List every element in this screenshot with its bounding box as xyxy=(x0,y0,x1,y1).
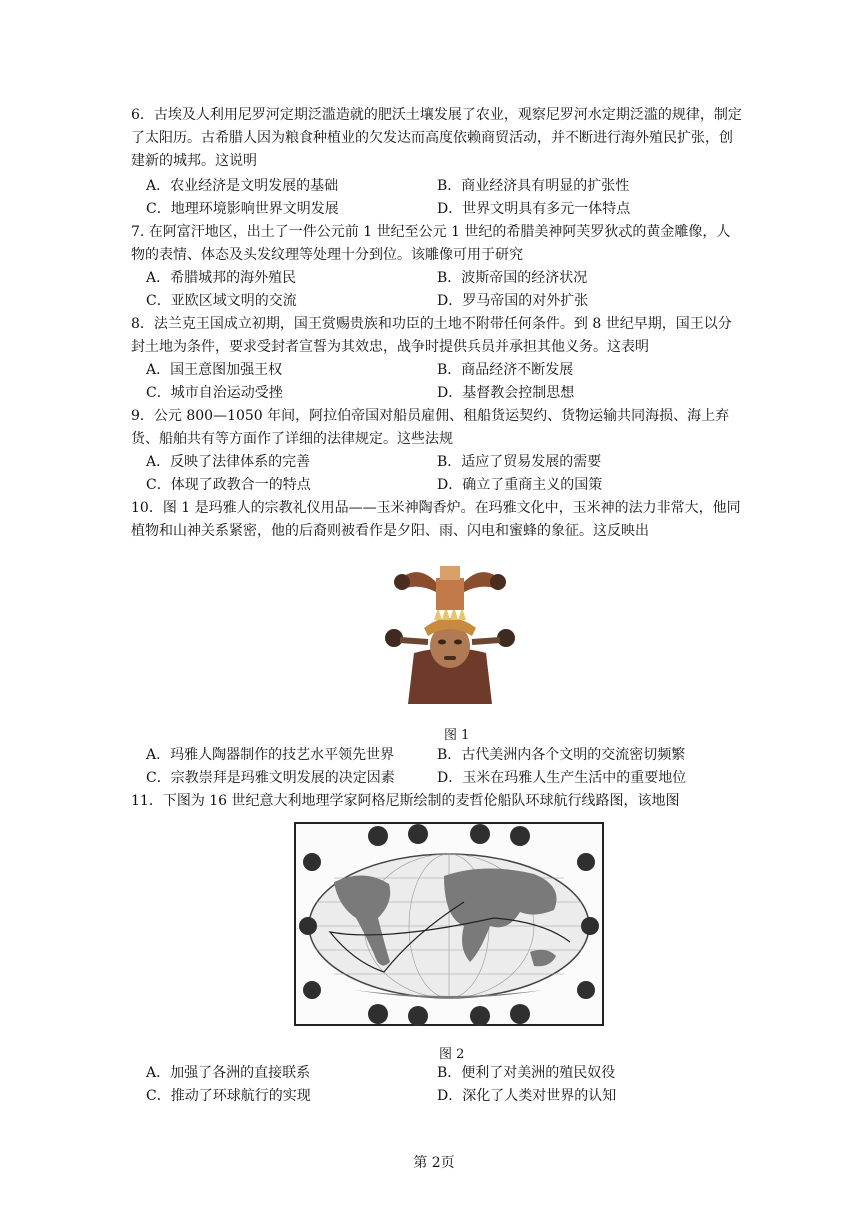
q8-option-d[interactable]: D．基督教会控制思想 xyxy=(437,385,575,401)
q9-option-b[interactable]: B．适应了贸易发展的需要 xyxy=(437,454,602,470)
q10-option-c[interactable]: C．宗教崇拜是玛雅文明发展的决定因素 xyxy=(146,770,395,786)
q9-option-c[interactable]: C．体现了政教合一的特点 xyxy=(146,477,311,493)
question-6-stem: 6．古埃及人利用尼罗河定期泛滥造就的肥沃土壤发展了农业，观察尼罗河水定期泛滥的规律，制定了太阳历。古希腊人因为粮食种植业的欠发达而高度依赖商贸活动，并不断进行海外殖民扩张，创建新的城邦。这说明 xyxy=(131,107,742,169)
question-8-stem: 8．法兰克王国成立初期，国王赏赐贵族和功臣的土地不附带任何条件。到 8 世纪早期，国王以分封土地为条件，要求受封者宣誓为其效忠，战争时提供兵员并承担其他义务。这表明 xyxy=(131,316,732,355)
q6-option-d[interactable]: D．世界文明具有多元一体特点 xyxy=(437,201,631,217)
figure-2-caption: 图 2 xyxy=(439,1047,465,1062)
q6-option-a[interactable]: A．农业经济是文明发展的基础 xyxy=(146,178,339,194)
q11-option-d[interactable]: D．深化了人类对世界的认知 xyxy=(437,1088,617,1104)
q8-option-a[interactable]: A．国王意图加强王权 xyxy=(146,362,283,378)
q10-option-d[interactable]: D．玉米在玛雅人生产生活中的重要地位 xyxy=(437,770,687,786)
q10-option-b[interactable]: B．古代美洲内各个文明的交流密切频繁 xyxy=(437,747,686,763)
page-number: 第 2页 xyxy=(413,1155,455,1171)
q11-option-c[interactable]: C．推动了环球航行的实现 xyxy=(146,1088,311,1104)
question-10-stem: 10．图 1 是玛雅人的宗教礼仪用品——玉米神陶香炉。在玛雅文化中，玉米神的法力非常大，他同植物和山神关系紧密，他的后裔则被看作是夕阳、雨、闪电和蜜蜂的象征。这反映出 xyxy=(131,500,741,539)
q7-option-d[interactable]: D．罗马帝国的对外扩张 xyxy=(437,293,589,309)
q11-option-b[interactable]: B．便利了对美洲的殖民奴役 xyxy=(437,1065,616,1081)
q10-option-a[interactable]: A．玛雅人陶器制作的技艺水平领先世界 xyxy=(146,747,395,763)
q6-option-c[interactable]: C．地理环境影响世界文明发展 xyxy=(146,201,339,217)
q8-option-c[interactable]: C．城市自治运动受挫 xyxy=(146,385,283,401)
q11-option-a[interactable]: A．加强了各洲的直接联系 xyxy=(146,1065,311,1081)
maize-god-incense-burner-image xyxy=(380,558,520,708)
question-11-stem: 11．下图为 16 世纪意大利地理学家阿格尼斯绘制的麦哲伦船队环球航行线路图，该地图 xyxy=(131,793,680,809)
magellan-route-map-image xyxy=(294,822,604,1026)
q9-option-d[interactable]: D．确立了重商主义的国策 xyxy=(437,477,603,493)
q7-option-a[interactable]: A．希腊城邦的海外殖民 xyxy=(146,270,297,286)
question-7-stem: 7. 在阿富汗地区，出土了一件公元前 1 世纪至公元 1 世纪的希腊美神阿芙罗狄忒的黄金雕像，人物的表情、体态及头发纹理等处理十分到位。该雕像可用于研究 xyxy=(131,224,731,263)
q8-option-b[interactable]: B．商品经济不断发展 xyxy=(437,362,574,378)
q9-option-a[interactable]: A．反映了法律体系的完善 xyxy=(146,454,311,470)
question-9-stem: 9．公元 800—1050 年间，阿拉伯帝国对船员雇佣、租船货运契约、货物运输共同海损、海上弃货、船舶共有等方面作了详细的法律规定。这些法规 xyxy=(131,408,730,447)
q7-option-b[interactable]: B．波斯帝国的经济状况 xyxy=(437,270,588,286)
q7-option-c[interactable]: C．亚欧区域文明的交流 xyxy=(146,293,297,309)
figure-1-caption: 图 1 xyxy=(444,728,470,743)
q6-option-b[interactable]: B．商业经济具有明显的扩张性 xyxy=(437,178,630,194)
